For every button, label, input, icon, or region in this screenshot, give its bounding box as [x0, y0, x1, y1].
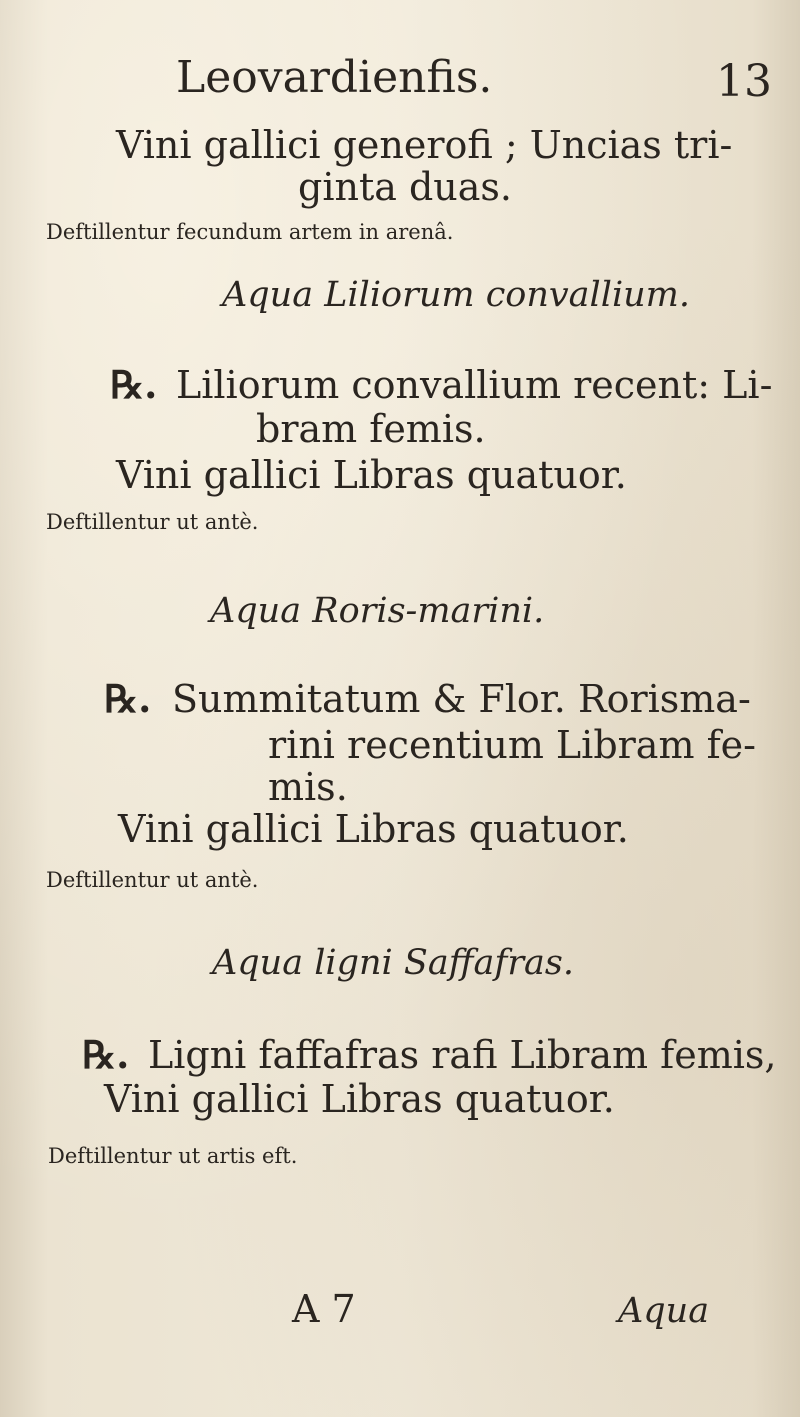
recipe-title: Aqua Liliorum convallium.: [222, 275, 690, 315]
recipe-symbol: ℞.: [82, 1032, 130, 1077]
recipe-title: Aqua ligni Saffafras.: [212, 943, 575, 983]
recipe-note: Deftillentur ut antè.: [46, 868, 259, 892]
recipe-symbol: ℞.: [104, 676, 152, 721]
recipe-line: Ligni faffafras rafi Libram femis,: [148, 1033, 777, 1077]
recipe-line: Vini gallici Libras quatuor.: [116, 453, 627, 497]
recipe-line: rini recentium Libram fe-: [268, 723, 756, 767]
recipe-line: mis.: [268, 765, 348, 809]
recipe-line: Vini gallici Libras quatuor.: [118, 807, 629, 851]
page-number: 13: [716, 56, 772, 107]
recipe-line: Vini gallici Libras quatuor.: [104, 1077, 615, 1121]
recipe-symbol: ℞.: [110, 362, 158, 407]
recipe-line: Vini gallici generofi ; Uncias tri-: [116, 123, 733, 167]
recipe-line: Summitatum & Flor. Rorisma-: [172, 677, 751, 721]
catchword: Aqua: [618, 1291, 710, 1331]
running-title: Leovardienfis.: [176, 52, 493, 103]
recipe-line: ginta duas.: [298, 165, 512, 209]
recipe-title: Aqua Roris-marini.: [210, 591, 545, 631]
recipe-line: Liliorum convallium recent: Li-: [176, 363, 773, 407]
recipe-note: Deftillentur ut antè.: [46, 510, 259, 534]
recipe-line: bram femis.: [256, 407, 486, 451]
recipe-note: Deftillentur fecundum artem in arenâ.: [46, 220, 454, 244]
recipe-note: Deftillentur ut artis eft.: [48, 1144, 298, 1168]
signature-mark: A 7: [292, 1287, 356, 1331]
